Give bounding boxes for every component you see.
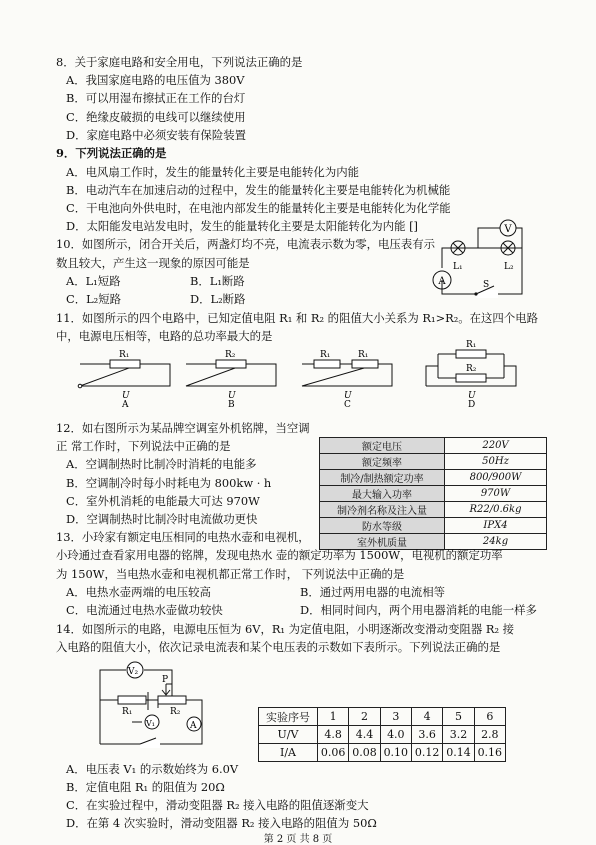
- q10-option-c: C．L₂短路: [66, 292, 122, 306]
- q11-d-r1-label: R₁: [466, 340, 477, 350]
- q8-option-c: C．绝缘皮破损的电线可以继续使用: [66, 110, 246, 124]
- q14-ammeter-label: A: [190, 721, 197, 731]
- q9-stem: 9．下列说法正确的是: [56, 146, 167, 160]
- table-cell: 3.6: [411, 726, 442, 744]
- table-row: [259, 726, 506, 744]
- table-cell: 0.06: [318, 744, 349, 762]
- q11-stem-line1: 11．如图所示的四个电路中，已知定值电阻 R₁ 和 R₂ 的阻值大小关系为 R₁>R₂。在这四个电路: [56, 311, 538, 325]
- table-cell: 3: [380, 708, 411, 726]
- table-row: [320, 470, 547, 486]
- q14-data-table: [258, 707, 506, 762]
- q14-option-a: A．电压表 V₁ 的示数始终为 6.0V: [66, 762, 239, 776]
- q11-c-u-label: U: [344, 391, 352, 401]
- table-cell: 2: [349, 708, 380, 726]
- q10-voltmeter-label: V: [504, 224, 512, 235]
- table-row: [320, 486, 547, 502]
- spec-value: IPX4: [445, 518, 547, 534]
- q13-stem-line3: 为 150W，当电热水壶和电视机都正常工作时， 下列说法中正确的是: [56, 567, 405, 581]
- q13-stem-line1: 13．小玲家有额定电压相同的电热水壶和电视机，: [56, 530, 310, 544]
- q9-option-b: B．电动汽车在加速启动的过程中，发生的能量转化主要是电能转化为机械能: [66, 183, 451, 197]
- table-cell: 6: [474, 708, 505, 726]
- spec-label: 制冷/制热额定功率: [320, 470, 445, 486]
- q13-option-c: C．电流通过电热水壶做功较快: [66, 603, 223, 617]
- q14-r2-label: R₂: [170, 707, 181, 717]
- table-row: [259, 708, 506, 726]
- spec-value: 50Hz: [445, 454, 547, 470]
- q8-option-a: A．我国家庭电路的电压值为 380V: [66, 73, 245, 87]
- q12-stem-line2: 正 常工作时，下列说法中正确的是: [56, 439, 231, 453]
- table-cell: 0.14: [443, 744, 474, 762]
- spec-value: R22/0.6kg: [445, 502, 547, 518]
- table-row: [320, 502, 547, 518]
- q11-b-u-label: U: [228, 391, 236, 401]
- table-cell: 2.8: [474, 726, 505, 744]
- q11-c-r2-label: R₁: [358, 350, 369, 360]
- table-row: [320, 518, 547, 534]
- q13-stem-line2: 小玲通过查看家用电器的铭牌，发现电热水 壶的额定功率为 1500W，电视机的额定功率: [56, 548, 503, 562]
- q10-option-b: B．L₁断路: [190, 274, 245, 288]
- q11-circuit-a: [78, 346, 174, 408]
- q14-stem-line1: 14．如图所示的电路，电源电压恒为 6V，R₁ 为定值电阻，小明逐渐改变滑动变阻器 R₂ 接: [56, 622, 515, 636]
- table-cell: 0.12: [411, 744, 442, 762]
- q12-option-a: A．空调制热时比制冷时消耗的电能多: [66, 457, 257, 471]
- q12-option-c: C．室外机消耗的电能最大可达 970W: [66, 494, 260, 508]
- q14-option-d: D．在第 4 次实验时，滑动变阻器 R₂ 接入电路的阻值为 50Ω: [66, 816, 377, 830]
- spec-label: 额定频率: [320, 454, 445, 470]
- q11-a-letter: A: [122, 400, 129, 410]
- q10-ammeter-label: A: [438, 276, 446, 287]
- q8-stem: 8．关于家庭电路和安全用电，下列说法正确的是: [56, 55, 303, 69]
- row-header: I/A: [259, 744, 318, 762]
- q12-option-b: B．空调制冷时每小时耗电为 800kw · h: [66, 476, 272, 490]
- q14-v2-label: V₂: [128, 667, 139, 677]
- table-row: [320, 454, 547, 470]
- q14-v1-label: V₁: [146, 719, 155, 728]
- table-cell: 0.10: [380, 744, 411, 762]
- q11-circuit-b: [184, 346, 280, 408]
- table-cell: 5: [443, 708, 474, 726]
- q14-option-b: B．定值电阻 R₁ 的阻值为 20Ω: [66, 780, 225, 794]
- table-cell: 0.08: [349, 744, 380, 762]
- q9-option-d: D．太阳能发电站发电时，发生的能量转化主要是太阳能转化为内能 []: [66, 219, 418, 233]
- q10-stem-line1: 10．如图所示，闭合开关后，两盏灯均不亮，电流表示数为零，电压表有示: [56, 237, 435, 251]
- row-header: U/V: [259, 726, 318, 744]
- spec-value: 970W: [445, 486, 547, 502]
- q10-option-a: A．L₁短路: [66, 274, 121, 288]
- table-cell: 1: [318, 708, 349, 726]
- q8-option-d: D．家庭电路中必须安装有保险装置: [66, 128, 246, 142]
- spec-label: 制冷剂名称及注入量: [320, 502, 445, 518]
- q11-c-letter: C: [344, 400, 351, 410]
- page-footer: 第 2 页 共 8 页: [263, 834, 333, 845]
- q11-d-r2-label: R₂: [466, 364, 477, 374]
- table-cell: 4.8: [318, 726, 349, 744]
- q11-stem-line2: 中，电源电压相等，电路的总功率最大的是: [56, 329, 273, 343]
- q11-circuit-d: [424, 340, 520, 410]
- spec-value: 220V: [445, 438, 547, 454]
- q11-d-letter: D: [468, 400, 476, 410]
- q11-a-u-label: U: [122, 391, 130, 401]
- spec-label: 室外机质量: [320, 534, 445, 550]
- q8-option-b: B．可以用湿布擦拭正在工作的台灯: [66, 91, 246, 105]
- q10-lamp1-label: L₁: [453, 262, 463, 272]
- q10-option-d: D．L₂断路: [190, 292, 246, 306]
- spec-value: 24kg: [445, 534, 547, 550]
- q11-c-r1-label: R₁: [320, 350, 331, 360]
- table-row: [320, 438, 547, 454]
- table-cell: 4: [411, 708, 442, 726]
- q12-option-d: D．空调制热时比制冷时电流做功更快: [66, 512, 258, 526]
- q10-circuit-diagram: [420, 214, 530, 304]
- q13-option-a: A．电热水壶两端的电压较高: [66, 585, 211, 599]
- q13-option-d: D．相同时间内，两个用电器消耗的电能一样多: [300, 603, 537, 617]
- table-cell: 3.2: [443, 726, 474, 744]
- q14-r1-label: R₁: [122, 707, 133, 717]
- q11-b-letter: B: [228, 400, 235, 410]
- q11-b-r-label: R₂: [225, 350, 236, 360]
- q9-option-a: A．电风扇工作时，发生的能量转化主要是电能转化为内能: [66, 165, 359, 179]
- spec-label: 额定电压: [320, 438, 445, 454]
- spec-label: 防水等级: [320, 518, 445, 534]
- q10-switch-label: S: [483, 280, 490, 290]
- q14-circuit-diagram: [96, 660, 216, 750]
- q13-option-b: B．通过两用电器的电流相等: [300, 585, 446, 599]
- row-header: 实验序号: [259, 708, 318, 726]
- spec-label: 最大输入功率: [320, 486, 445, 502]
- q10-lamp2-label: L₂: [504, 262, 514, 272]
- q10-stem-line2: 数且较大，产生这一现象的原因可能是: [56, 256, 250, 270]
- table-cell: 0.16: [474, 744, 505, 762]
- q11-a-r-label: R₁: [119, 350, 130, 360]
- table-cell: 4.4: [349, 726, 380, 744]
- q11-d-u-label: U: [468, 391, 476, 401]
- q11-circuit-c: [300, 346, 396, 408]
- q14-stem-line2: 入电路的阻值大小，依次记录电流表和某个电压表的示数如下表所示。下列说法正确的是: [56, 640, 501, 654]
- q14-option-c: C．在实验过程中，滑动变阻器 R₂ 接入电路的阻值逐渐变大: [66, 798, 369, 812]
- q14-slider-label: P: [162, 675, 169, 685]
- spec-value: 800/900W: [445, 470, 547, 486]
- table-row: [259, 744, 506, 762]
- q12-nameplate-table: [319, 437, 547, 550]
- table-cell: 4.0: [380, 726, 411, 744]
- q9-option-c: C．干电池向外供电时，在电池内部发生的能量转化主要是电能转化为化学能: [66, 201, 451, 215]
- q12-stem-line1: 12．如右图所示为某品牌空调室外机铭牌，当空调: [56, 421, 310, 435]
